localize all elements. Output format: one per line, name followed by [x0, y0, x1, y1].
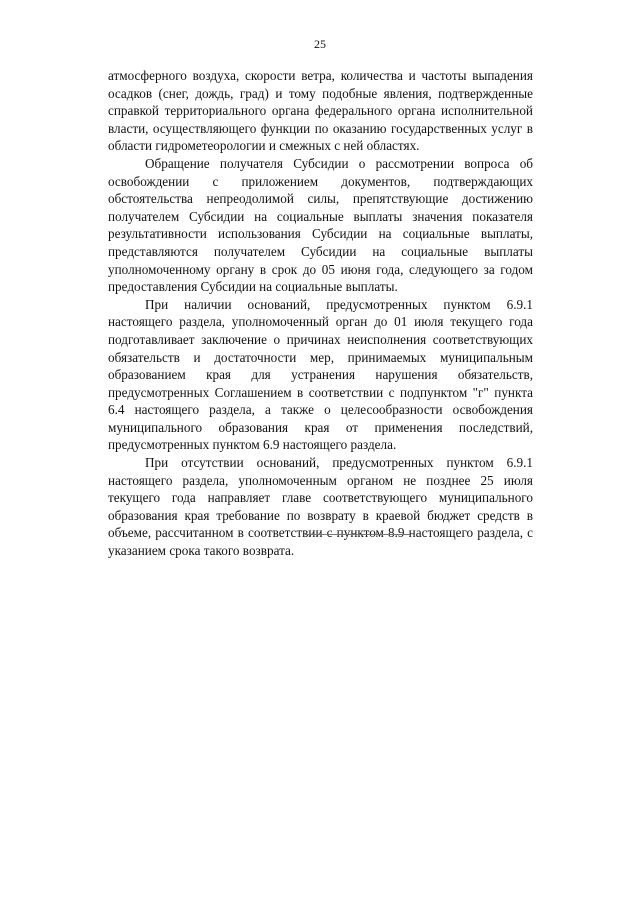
- paragraph-1-continuation: атмосферного воздуха, скорости ветра, количества и частоты выпадения осадков (снег, дождь, град) и тому подобные явления, подтвержденные справкой территориального органа федерального органа исполнительной власти, осуществляющего функции по оказанию государственных услуг в области гидрометеорологии и смежных с ней областях.: [108, 68, 533, 154]
- document-body: [108, 67, 533, 560]
- page-number: 25: [314, 37, 326, 51]
- paragraph-3-grounds-present: При наличии оснований, предусмотренных пунктом 6.9.1 настоящего раздела, уполномоченный орган до 01 июля текущего года подготавливает заключение о причинах неисполнения соответствующих обязательств и достаточности мер, принимаемых муниципальным образованием края для устранения нарушения обязательств, предусмотренных Соглашением в соответствии с подпунктом "г" пункта 6.4 настоящего раздела, а также о целесообразности освобождения муниципального образования края от применения последствий, предусмотренных пунктом 6.9 настоящего раздела.: [108, 296, 533, 453]
- paragraph-2-appeal: Обращение получателя Субсидии о рассмотрении вопроса об освобождении с приложением документов, подтверждающих обстоятельства непреодолимой силы, препятствующие достижению получателем Субсидии на социальные выплаты значения показателя результативности использования Субсидии на социальные выплаты, представляются получателем Субсидии на социальные выплаты уполномоченному органу в срок до 05 июня года, следующего за годом предоставления Субсидии на социальные выплаты.: [108, 155, 533, 295]
- paragraph-4-grounds-absent: При отсутствии оснований, предусмотренных пунктом 6.9.1 настоящего раздела, уполномоченным органом не позднее 25 июля текущего года направляет главе соответствующего муниципального образования края требование по возврату в краевой бюджет средств в объеме, рассчитанном в соответствии с пунктом 8.9 настоящего раздела, с указанием срока такого возврата.: [108, 455, 533, 559]
- end-separator-line: [305, 534, 410, 535]
